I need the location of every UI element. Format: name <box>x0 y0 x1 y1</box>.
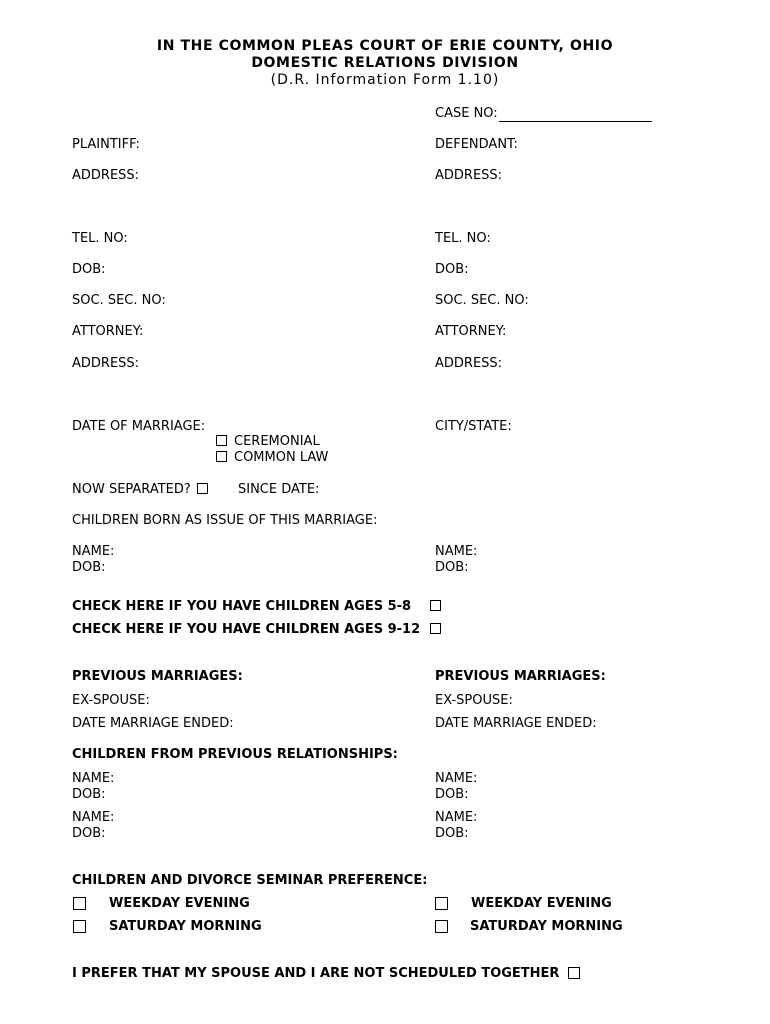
prev-child-name-label: NAME: <box>435 771 478 786</box>
plaintiff-ssn-label: SOC. SEC. NO: <box>72 293 166 308</box>
court-title: IN THE COMMON PLEAS COURT OF ERIE COUNTY, OHIO <box>156 38 614 54</box>
prev-child-dob-label: DOB: <box>72 787 106 802</box>
plaintiff-address-label: ADDRESS: <box>72 168 140 183</box>
child-dob-label: DOB: <box>435 560 469 575</box>
defendant-ssn-label: SOC. SEC. NO: <box>435 293 529 308</box>
defendant-attorney-address-label: ADDRESS: <box>435 356 503 371</box>
date-marriage-ended-label: DATE MARRIAGE ENDED: <box>435 716 597 731</box>
prev-child-dob-label: DOB: <box>435 787 469 802</box>
not-together-checkbox[interactable] <box>568 967 580 979</box>
plaintiff-attorney-label: ATTORNEY: <box>72 324 144 339</box>
common-law-checkbox[interactable] <box>216 451 227 462</box>
city-state-label: CITY/STATE: <box>435 419 512 434</box>
division-title: DOMESTIC RELATIONS DIVISION <box>251 55 519 71</box>
prev-child-dob-label: DOB: <box>435 826 469 841</box>
common-law-label: COMMON LAW <box>234 450 329 465</box>
plaintiff-tel-label: TEL. NO: <box>72 231 128 246</box>
seminar-heading: CHILDREN AND DIVORCE SEMINAR PREFERENCE: <box>72 873 428 888</box>
weekday-evening-checkbox[interactable] <box>73 897 86 910</box>
weekday-evening-label: WEEKDAY EVENING <box>471 896 612 911</box>
not-together-label: I PREFER THAT MY SPOUSE AND I ARE NOT SCHEDULED TOGETHER <box>72 966 560 981</box>
form-number: (D.R. Information Form 1.10) <box>270 72 500 88</box>
previous-marriages-heading: PREVIOUS MARRIAGES: <box>72 669 243 684</box>
plaintiff-dob-label: DOB: <box>72 262 106 277</box>
prev-child-name-label: NAME: <box>72 810 115 825</box>
children-issue-label: CHILDREN BORN AS ISSUE OF THIS MARRIAGE: <box>72 513 378 528</box>
defendant-label: DEFENDANT: <box>435 137 518 152</box>
saturday-morning-checkbox[interactable] <box>73 920 86 933</box>
now-separated-checkbox[interactable] <box>197 483 208 494</box>
plaintiff-attorney-address-label: ADDRESS: <box>72 356 140 371</box>
date-of-marriage-label: DATE OF MARRIAGE: <box>72 419 206 434</box>
now-separated-label: NOW SEPARATED? <box>72 482 191 497</box>
ceremonial-label: CEREMONIAL <box>234 434 320 449</box>
defendant-attorney-label: ATTORNEY: <box>435 324 507 339</box>
saturday-morning-checkbox[interactable] <box>435 920 448 933</box>
defendant-address-label: ADDRESS: <box>435 168 503 183</box>
child-dob-label: DOB: <box>72 560 106 575</box>
weekday-evening-checkbox[interactable] <box>435 897 448 910</box>
since-date-label: SINCE DATE: <box>238 482 320 497</box>
ceremonial-checkbox[interactable] <box>216 435 227 446</box>
ex-spouse-label: EX-SPOUSE: <box>435 693 513 708</box>
prev-child-name-label: NAME: <box>435 810 478 825</box>
date-marriage-ended-label: DATE MARRIAGE ENDED: <box>72 716 234 731</box>
case-no-label: CASE NO: <box>435 106 498 121</box>
plaintiff-label: PLAINTIFF: <box>72 137 140 152</box>
ages-5-8-checkbox[interactable] <box>430 600 441 611</box>
ex-spouse-label: EX-SPOUSE: <box>72 693 150 708</box>
saturday-morning-label: SATURDAY MORNING <box>109 919 262 934</box>
weekday-evening-label: WEEKDAY EVENING <box>109 896 250 911</box>
saturday-morning-label: SATURDAY MORNING <box>470 919 623 934</box>
child-name-label: NAME: <box>435 544 478 559</box>
ages-5-8-label: CHECK HERE IF YOU HAVE CHILDREN AGES 5-8 <box>72 599 412 614</box>
case-no-field[interactable] <box>499 109 652 122</box>
defendant-dob-label: DOB: <box>435 262 469 277</box>
prev-child-name-label: NAME: <box>72 771 115 786</box>
ages-9-12-checkbox[interactable] <box>430 623 441 634</box>
defendant-tel-label: TEL. NO: <box>435 231 491 246</box>
ages-9-12-label: CHECK HERE IF YOU HAVE CHILDREN AGES 9-12 <box>72 622 421 637</box>
case-no-row <box>435 106 652 122</box>
previous-marriages-heading: PREVIOUS MARRIAGES: <box>435 669 606 684</box>
child-name-label: NAME: <box>72 544 115 559</box>
prev-children-heading: CHILDREN FROM PREVIOUS RELATIONSHIPS: <box>72 747 398 762</box>
prev-child-dob-label: DOB: <box>72 826 106 841</box>
